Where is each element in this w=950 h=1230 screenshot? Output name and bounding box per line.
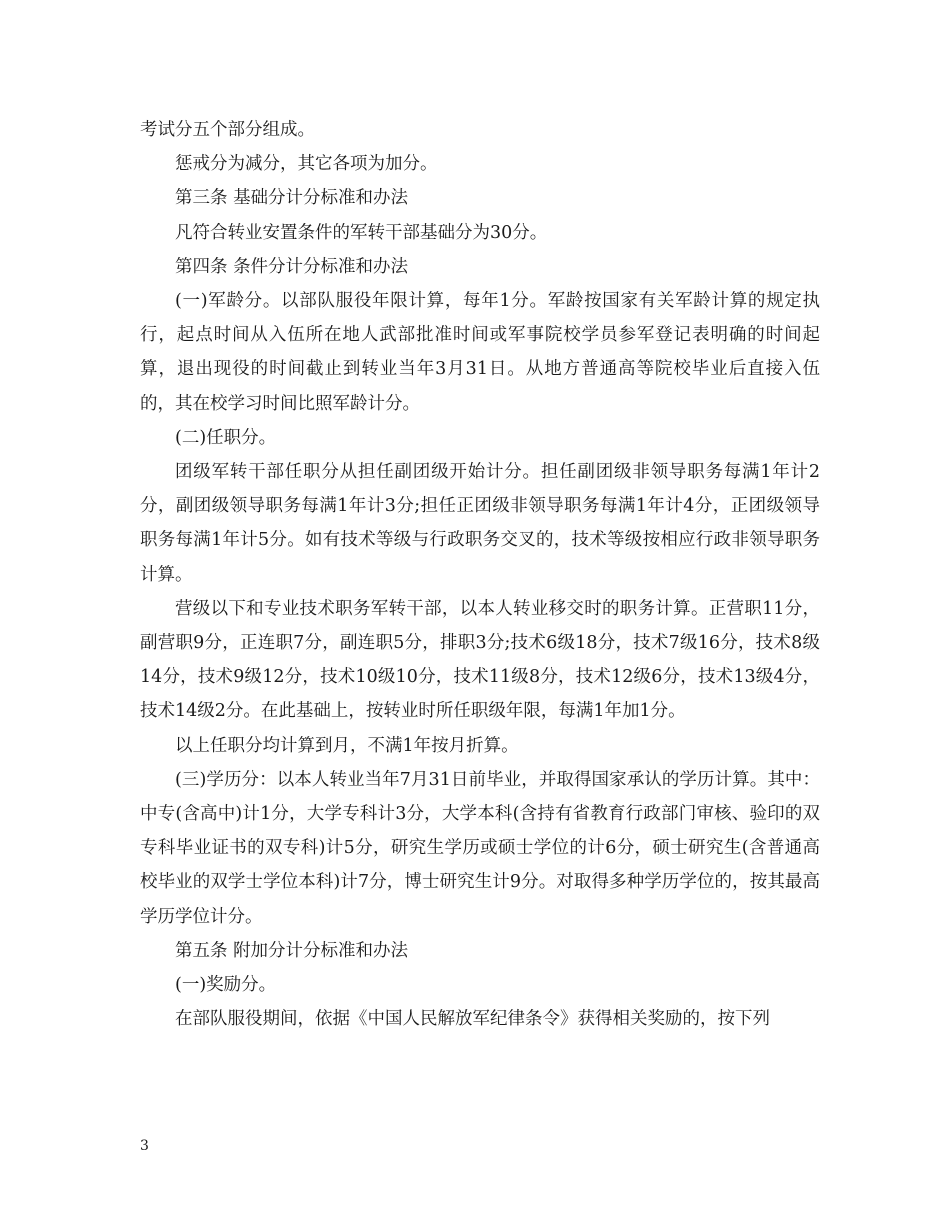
document-body: [140, 113, 820, 1036]
page-number: 3: [140, 1138, 149, 1154]
paragraph-education: (三)学历分：以本人转业当年7月31日前毕业，并取得国家承认的学历计算。其中：中专(含高中)计1分，大学专科计3分，大学本科(含持有省教育行政部门审核、验印的双专科毕业证书的双专科)计5分，研究生学历或硕士学位的计6分，硕士研究生(含普通高校毕业的双学士学位本科)计7分，博士研究生计9分。对取得多种学历学位的，按其最高学历学位计分。: [140, 769, 820, 927]
article-3-heading: 第三条 基础分计分标准和办法: [175, 188, 409, 209]
paragraph-4: 凡符合转业安置条件的军转干部基础分为30分。: [175, 222, 548, 243]
paragraph-military-age: (一)军龄分。以部队服役年限计算，每年1分。军龄按国家有关军龄计算的规定执行，起点时间从入伍所在地人武部批准时间或军事院校学员参军登记表明确的时间起算，退出现役的时间截止到转业当年3月31日。从地方普通高等院校毕业后直接入伍的，其在校学习时间比照军龄计分。: [140, 291, 820, 414]
paragraph-award-heading: (一)奖励分。: [175, 975, 277, 996]
paragraph-award-intro: 在部队服役期间，依据《中国人民解放军纪律条令》获得相关奖励的，按下列: [175, 1009, 770, 1030]
paragraph-regiment-level: 团级军转干部任职分从担任副团级开始计分。担任副团级非领导职务每满1年计2分，副团级领导职务每满1年计3分;担任正团级非领导职务每满1年计4分，正团级领导职务每满1年计5分。如有技术等级与行政职务交叉的，技术等级按相应行政非领导职务计算。: [140, 462, 820, 585]
paragraph-post-score-heading: (二)任职分。: [175, 427, 277, 448]
paragraph-monthly-calc: 以上任职分均计算到月，不满1年按月折算。: [175, 735, 519, 756]
paragraph-battalion-level: 营级以下和专业技术职务军转干部，以本人转业移交时的职务计算。正营职11分，副营职9分，正连职7分，副连职5分，排职3分;技术6级18分，技术7级16分，技术8级14分，技术9级12分，技术10级10分，技术11级8分，技术12级6分，技术13级4分，技术14级2分。在此基础上，按转业时所任职级年限，每满1年加1分。: [140, 598, 820, 722]
paragraph-2: 惩戒分为减分，其它各项为加分。: [175, 154, 438, 175]
article-4-heading: 第四条 条件分计分标准和办法: [175, 256, 409, 277]
article-5-heading: 第五条 附加分计分标准和办法: [175, 940, 409, 961]
paragraph-1: 考试分五个部分组成。: [140, 120, 315, 140]
